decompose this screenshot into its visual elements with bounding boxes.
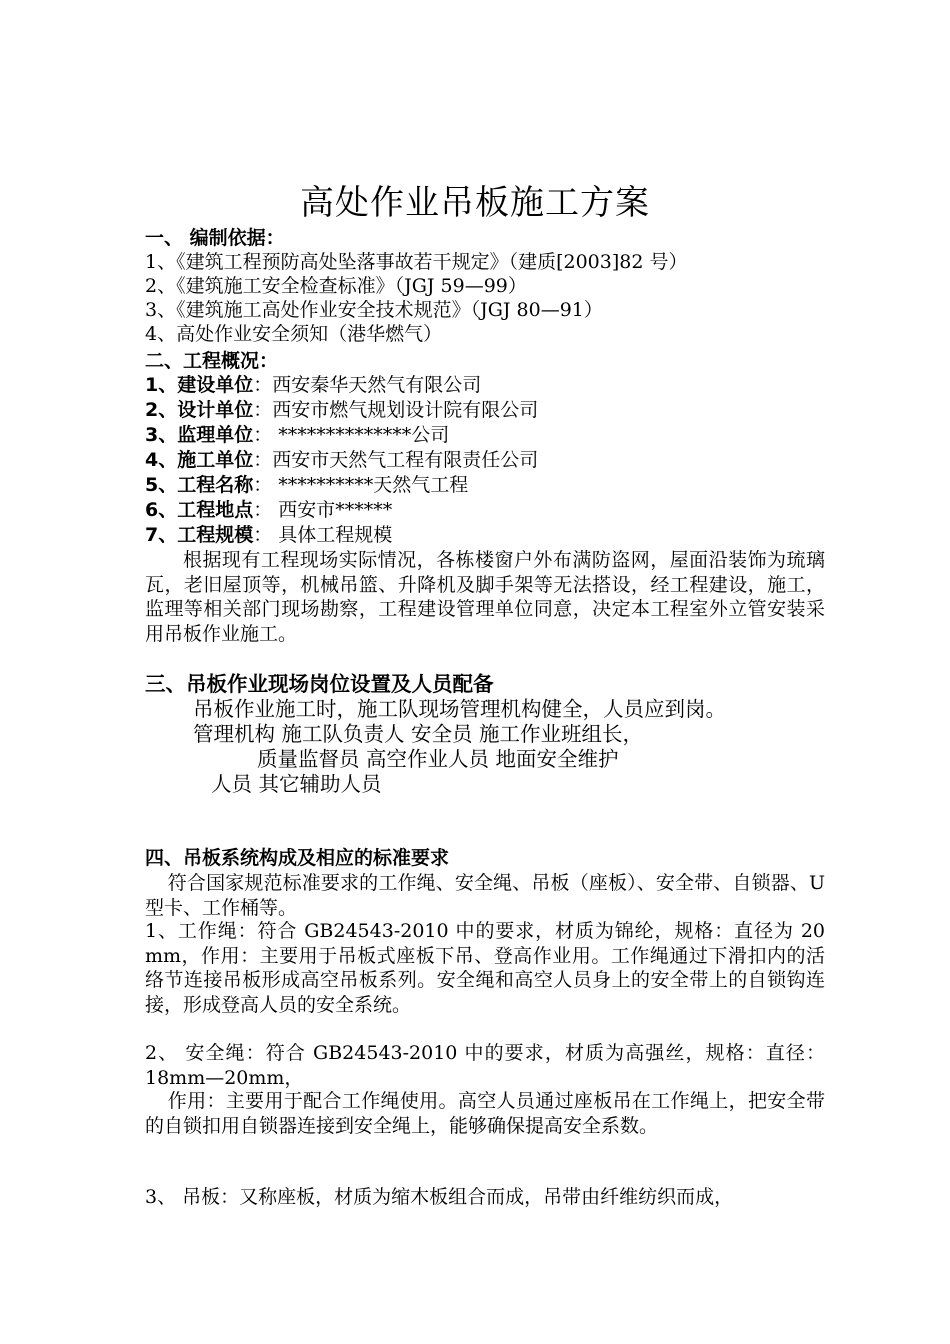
project-row-label: 7、工程规模 <box>145 524 254 546</box>
section2-heading: 二、工程概况： <box>145 350 279 372</box>
project-row <box>145 398 538 422</box>
project-row <box>145 498 392 522</box>
safety-rope-usage-paragraph: 作用：主要用于配合工作绳使用。高空人员通过座板吊在工作绳上，把安全带的自锁扣用自锁器连接到安全绳上，能够确保提高安全系数。 <box>145 1090 825 1137</box>
project-row-value: ： **********天然气工程 <box>253 474 469 496</box>
staffing-line: 人员 其它辅助人员 <box>211 772 382 796</box>
staffing-line: 吊板作业施工时，施工队现场管理机构健全，人员应到岗。 <box>193 697 726 721</box>
project-row <box>145 473 468 497</box>
project-row-value: ：西安秦华天然气有限公司 <box>253 374 482 396</box>
section4-heading: 四、吊板系统构成及相应的标准要求 <box>145 847 450 869</box>
safety-rope-paragraph: 2、 安全绳：符合 GB24543-2010 中的要求，材质为高强丝，规格：直径：18mm—20mm， <box>145 1042 825 1089</box>
project-row-label: 2、设计单位 <box>145 399 254 421</box>
staffing-line: 管理机构 施工队负责人 安全员 施工作业班组长， <box>193 722 644 746</box>
project-row-label: 3、监理单位 <box>145 424 254 446</box>
section1-heading: 一、 编制依据： <box>145 227 285 249</box>
project-row <box>145 423 449 447</box>
project-row-label: 4、施工单位 <box>145 449 254 471</box>
reference-item: 2、《建筑施工安全检查标准》（JGJ 59—99） <box>145 275 527 297</box>
document-title: 高处作业吊板施工方案 <box>300 183 650 223</box>
project-row-label: 6、工程地点 <box>145 499 254 521</box>
project-row-value: ： **************公司 <box>253 424 450 446</box>
project-row-label: 1、建设单位 <box>145 374 254 396</box>
staffing-line: 质量监督员 高空作业人员 地面安全维护 <box>257 747 619 771</box>
system-intro-paragraph: 符合国家规范标准要求的工作绳、安全绳、吊板（座板）、安全带、自锁器、U 型卡、工作桶等。 <box>145 872 825 919</box>
project-row <box>145 523 392 547</box>
overview-paragraph: 根据现有工程现场实际情况，各栋楼窗户外布满防盗网，屋面沿装饰为琉璃瓦，老旧屋顶等，机械吊篮、升降机及脚手架等无法搭设，经工程建设，施工，监理等相关部门现场勘察，工程建设管理单位同意，决定本工程室外立管安装采用吊板作业施工。 <box>145 549 825 645</box>
project-row <box>145 373 481 397</box>
project-row-value: ： 具体工程规模 <box>253 524 393 546</box>
project-row <box>145 448 538 472</box>
working-rope-paragraph: 1、工作绳：符合 GB24543-2010 中的要求，材质为锦纶，规格：直径为 20 mm，作用：主要用于吊板式座板下吊、登高作业用。工作绳通过下滑扣内的活络节连接吊板形成高空吊板系列。安全绳和高空人员身上的安全带上的自锁钩连接，形成登高人员的安全系统。 <box>145 920 825 1016</box>
project-row-value: ：西安市燃气规划设计院有限公司 <box>253 399 539 421</box>
reference-item: 1、《建筑工程预防高处坠落事故若干规定》（建质[2003]82 号） <box>145 251 688 273</box>
project-row-value: ： 西安市****** <box>253 499 393 521</box>
section3-heading: 三、吊板作业现场岗位设置及人员配备 <box>145 672 494 696</box>
reference-item: 3、《建筑施工高处作业安全技术规范》（JGJ 80—91） <box>145 299 603 321</box>
reference-item: 4、高处作业安全须知（港华燃气） <box>145 323 443 345</box>
project-row-value: ：西安市天然气工程有限责任公司 <box>253 449 539 471</box>
seat-board-paragraph: 3、 吊板：又称座板，材质为缩木板组合而成，吊带由纤维纺织而成， <box>145 1186 734 1208</box>
project-row-label: 5、工程名称 <box>145 474 254 496</box>
